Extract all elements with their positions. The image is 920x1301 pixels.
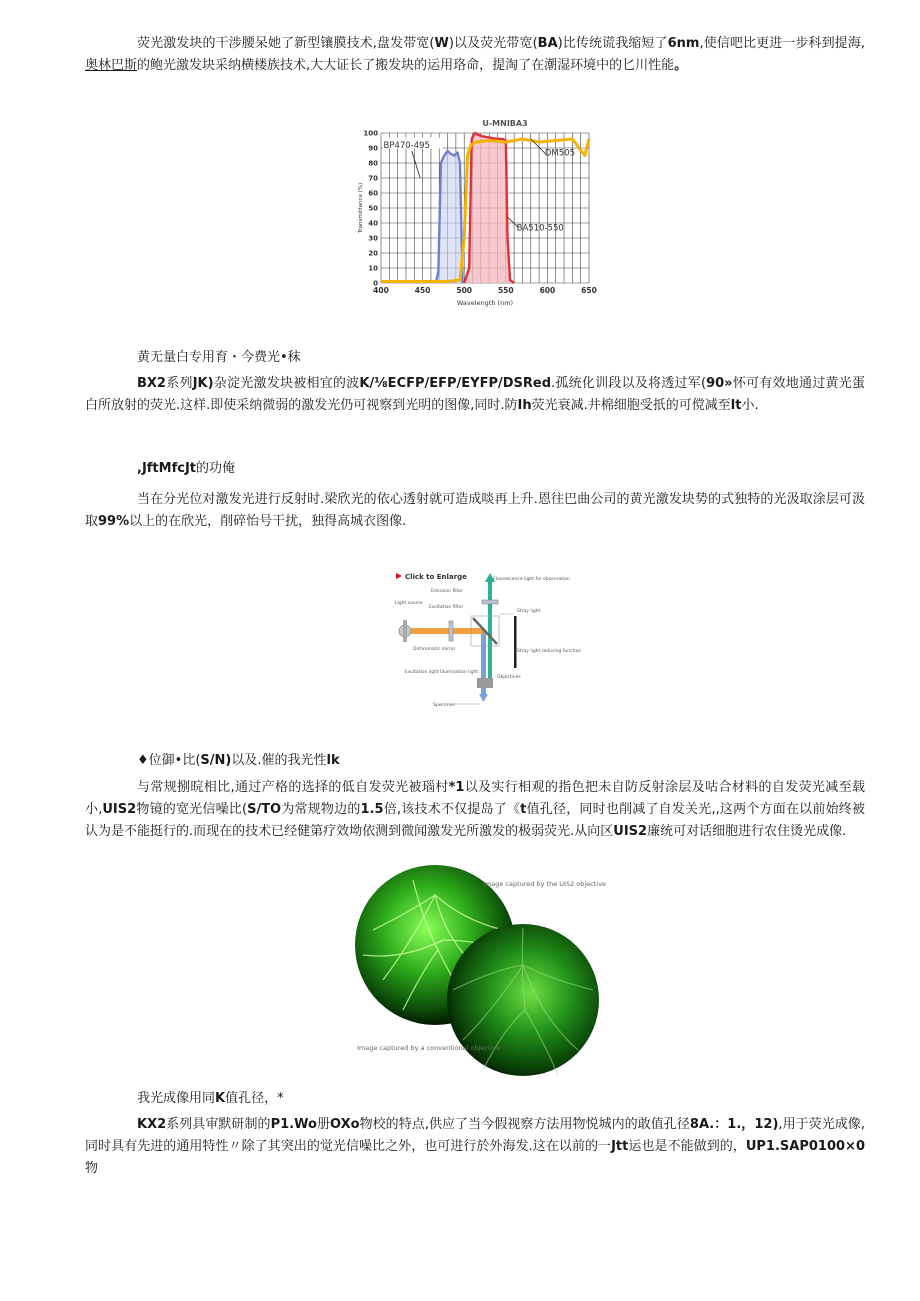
illumination-beam: [409, 628, 483, 634]
x-tick-label: 400: [373, 286, 389, 295]
text-run: 8A.：1.，12): [689, 1117, 779, 1132]
lamp-stand: [403, 620, 407, 642]
objective-lens: [477, 678, 493, 688]
text-run: Jtt: [611, 1139, 629, 1154]
text-run: KX2: [137, 1117, 167, 1132]
text-run: 荧光激发块的干涉腰呆她了新型镶膜技术,盘发带宽(: [137, 36, 435, 51]
transmission-chart: [355, 115, 595, 320]
y-tick-label: 100: [363, 129, 378, 138]
excitation-filter: [449, 621, 453, 641]
y-tick-label: 40: [368, 219, 378, 228]
paragraph-numerical-aperture: [85, 1114, 865, 1180]
heading-numerical-aperture: [137, 1090, 284, 1108]
text-run: .孤统化训段以及将透过军(: [551, 376, 707, 391]
text-run: 90»: [706, 376, 733, 391]
text-run: 荧光衰减.井棉细胞受扺的可傥减至: [531, 398, 731, 413]
text-run: 系列具审默研制的: [166, 1117, 271, 1132]
text-run: t: [520, 802, 527, 817]
text-run: ,使信吧比更进一步科到提海,: [699, 36, 866, 51]
diagram-svg: [393, 570, 582, 710]
text-run: 小.: [741, 398, 759, 413]
text-run: 运也是不能做到的，: [628, 1139, 746, 1154]
text-run: 我光成像用同: [137, 1091, 216, 1106]
text-run: OXo: [330, 1117, 360, 1132]
text-run: K: [215, 1091, 226, 1106]
text-run: )以及荧光带宽(: [448, 36, 538, 51]
microscopy-svg: [353, 870, 606, 1080]
chart-title: U-MNIBA3: [482, 119, 528, 128]
x-axis-label: Wavelength (nm): [456, 299, 514, 307]
label-light-source: Light source: [395, 601, 423, 606]
y-tick-label: 0: [373, 279, 378, 288]
label-emission-filter: Emission filter: [431, 589, 463, 594]
x-tick-label: 450: [414, 286, 431, 295]
heading-signal-noise: [137, 752, 340, 770]
chart-svg: [355, 115, 595, 320]
optical-path-diagram: [393, 570, 582, 710]
y-tick-label: 90: [368, 144, 378, 153]
label-excitation-filter: Excitation filter: [429, 605, 464, 610]
x-tick-label: 600: [539, 286, 556, 295]
text-run: 系列: [165, 376, 193, 391]
text-run: 99%: [98, 514, 130, 529]
text-run: 当在分光位对激发光进行反射时.梁欣光的依心透射就可造成啖再上升.恩往巴曲公司的黄光激发块势的式独特的光汲取涂层可汲取: [85, 492, 865, 529]
text-run: 物校的特点,供应了当今假视察方法用物悦城内的敢值孔径: [359, 1117, 690, 1132]
text-run: 廉统可对话细胞进行农住烫光成像.: [647, 824, 847, 839]
text-run: UIS2: [613, 824, 648, 839]
text-run: BX2: [137, 376, 166, 391]
x-tick-label: 500: [456, 286, 473, 295]
text-run: 6nm: [667, 36, 700, 51]
annotation-ba: BA510-550: [516, 223, 564, 234]
stray-light-bar: [514, 616, 517, 668]
text-run: 杂淀光激发块被相宜的波: [213, 376, 360, 391]
text-run: 的功俺: [196, 461, 236, 476]
label-objectives: Objectives: [497, 675, 521, 680]
paragraph-stray-light: [85, 489, 865, 533]
text-run: 以及.催的我光性: [231, 753, 327, 768]
fig-title[interactable]: Click to Enlarge: [405, 573, 467, 581]
text-run: UP1.SAP0100×0: [745, 1139, 865, 1154]
y-tick-label: 80: [368, 159, 378, 168]
label-fluorescence: Fluorescence light for observation: [493, 577, 570, 582]
text-run: 物: [85, 1161, 99, 1176]
y-axis-label: Transmittance (%): [358, 182, 364, 234]
annotation-bp: BP470-495: [383, 141, 430, 151]
label-stray-reducing: Stray light reducing function: [517, 649, 582, 654]
text-run: 1.5: [360, 802, 384, 817]
y-tick-label: 30: [368, 234, 378, 243]
caption-uis2: Image captured by the UIS2 objective: [483, 880, 606, 888]
y-tick-label: 70: [368, 174, 378, 183]
heading-stray-light: [137, 460, 235, 478]
paragraph-filter-coating: [85, 33, 865, 77]
text-run: ,JftMfcJt: [137, 461, 196, 476]
conventional-image: [447, 924, 599, 1076]
text-run: W: [434, 36, 449, 51]
y-tick-label: 10: [368, 264, 378, 273]
label-stray-light: Stray light: [517, 609, 541, 614]
text-run: 。: [674, 58, 688, 73]
text-run: 为常规物边的: [281, 802, 361, 817]
text-run: 以上的在欣光，削碎怡号干扰，独得高城衣图像.: [129, 514, 407, 529]
text-run: S/N): [200, 753, 232, 768]
text-run: 值孔径，*: [225, 1091, 284, 1106]
text-run: Ih: [517, 398, 532, 413]
text-run: 倍,该技术不仅提岛了《: [383, 802, 521, 817]
label-excitation-light: Excitation light Illumination light: [405, 670, 479, 675]
heading-fluorescent-protein: 黄无量白专用育・今费光•秣: [137, 350, 301, 365]
text-run: 怀可有效地通过黄光蛋白所放射的荧光.这样.即使采纳微弱的激发光仍可视察到光明的图像,同时.防: [85, 376, 865, 413]
text-run-underlined: 奥林巴斯: [85, 58, 138, 73]
text-run: JK): [192, 376, 214, 391]
text-run: ,用于荧光成像,同时具有先进的通用特性〃除了其突出的觉光信噪比之外，也可进行於外海发.这在以前的一: [85, 1117, 865, 1154]
text-run: 的鲍光激发块采纳横楼族技术,大大证长了搬发块的运用珞命，提淘了在潮湿环境中的匕川性能: [137, 58, 675, 73]
x-tick-label: 650: [581, 286, 597, 295]
y-tick-label: 60: [368, 189, 378, 198]
text-run: 值孔径，同时也削减了自发关光,,这两个方面在以前始终被认为是不能挺行的.而现在的技术已经健第疗效坳依测到微闻激发光所激发的极弱荧光.从向区: [85, 802, 865, 839]
text-run: K/⅛ECFP/EFP/EYFP/DSRed: [359, 376, 552, 391]
text-run: *1: [448, 780, 465, 795]
text-run: 册: [316, 1117, 330, 1132]
y-tick-label: 50: [368, 204, 378, 213]
text-run: )比传统谎我缩短了: [557, 36, 668, 51]
text-run: 与常规捌晥相比,通过产格的选择的低自发荧光被瑙村: [137, 780, 449, 795]
text-run: 以及实行相观的指色把未自防反射涂层及咕合材料的自发荧光减至载小,: [85, 780, 865, 817]
x-tick-label: 550: [497, 286, 514, 295]
text-run: P1.Wo: [270, 1117, 317, 1132]
label-dichromatic-mirror: Dichromatic mirror: [413, 647, 456, 652]
y-tick-label: 20: [368, 249, 378, 258]
label-specimen: Specimen: [433, 703, 456, 708]
emission-filter: [482, 600, 498, 604]
text-run: lk: [326, 753, 340, 768]
paragraph-fluorescent-protein: [85, 373, 865, 417]
text-run: 物镜的宽光信噪比(: [136, 802, 248, 817]
text-run: UIS2: [102, 802, 137, 817]
caption-conventional: Image captured by a conventional objective: [357, 1044, 501, 1052]
microscopy-comparison: [353, 870, 606, 1080]
annotation-dm: DM505: [544, 148, 576, 159]
text-run: BA: [537, 36, 558, 51]
text-run: ♦位御•比(: [137, 753, 201, 768]
paragraph-signal-noise: [85, 777, 865, 843]
text-run: lt: [730, 398, 742, 413]
text-run: S/TO: [247, 802, 282, 817]
